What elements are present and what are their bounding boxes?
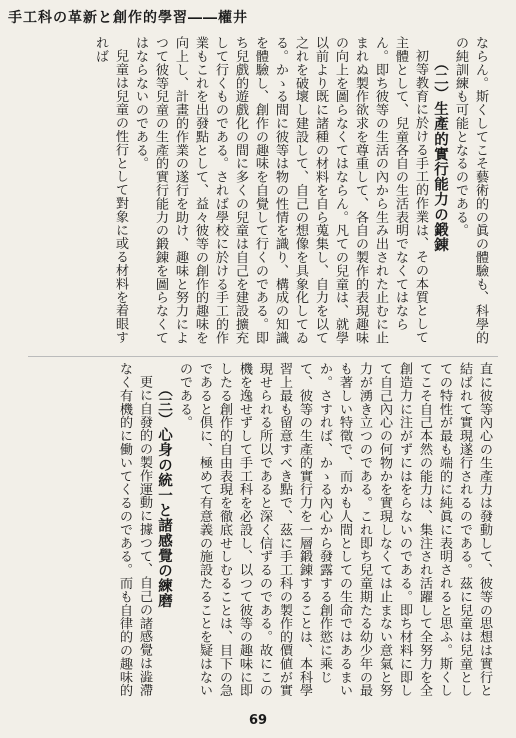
running-header-title: 手工科の革新と創作的學習――權井 (8, 10, 248, 26)
lower-text-block (22, 362, 494, 700)
lower-paragraph-1: 直に彼等內心の生產力は發動して、彼等の思想は實行と結ばれて實現遂行されるのである。茲に兒童は兒童としての特性が最も端的に純眞に表明されると思ふ。斯くしてこそ自己本然の能力は、集注され活躍して全努力を全創造力に注がずにはをらないのである。即ち材料に即して自己內心の何物かを實現しなくては止まない意氣と努力が湧き立つのである。これ即ち兒童期たる幼少年の最も著しい特徵で、而かも人間としての生命ではあるまいか。さすれば、かゝる內心から發露する創作慾に乘じて、彼等の生產的實行力を一層鍛錬することは、本科學習上最も留意すべき點で、茲に手工科の製作的價値が實現せられる所以であると深く信ずるのである。故にこの機を逸せずして手工科を必設し、以つて彼等の趣味に即したる創作的自由表現を徹底せしむることは、目下の急であると倶に、極めて有意義の施設たることを疑はないのである。 (177, 362, 492, 697)
upper-paragraph-3: 兒童は兒童の性行として對象に或る材料を着眼すれば (93, 36, 128, 344)
section-heading-3: （三）心身の統一と諸感覺の練磨 (156, 382, 173, 609)
section-heading-2: （二）生產的實行能力の鍛錬 (432, 56, 449, 253)
upper-paragraph-1: ならん。斯くしてこそ藝術的の眞の體驗も、科學的の純訓練も可能となるのである。 (453, 36, 488, 345)
column-divider (28, 356, 498, 357)
upper-paragraph-2: 初等教育に於ける手工的作業は、その本質として主體として、兒童各自の生活表明でなくてはならん。即ち彼等の生活の內から生み出された止むに止まれぬ製作欲求を尊重して、各自の製作的表現趣味の向上を圖らなくてはならん。凡ての兒童は、就學以前より既に諸種の材料を自ら蒐集し、自力を以て之れを破壞し建設して、自己の想像を具象化してゐる。かゝる間に彼等は物の性情を識り、構成の知識を體驗し、創作の趣味を自覺して行くのである。即ち兒戲的遊戲化の間に多くの兒童は自己を建設擴充して行くものである。されば學校に於ける手工的作業もこれを出發點として、益々彼等の創作的趣味を向上し、計畫的作業の遂行を助け、趣味と努力によつて彼等兒童の生產的實行能力の鍛錬を圖らなくてはならないのである。 (133, 36, 428, 345)
lower-paragraph-2: 更に自發的の製作運動に據つて、自己の諸感覺は澁滯なく有機的に働いてくるのである。而も自律的の趣味的 (117, 362, 152, 697)
upper-text-block (22, 36, 490, 348)
page-number: 69 (248, 713, 268, 728)
running-header (8, 4, 508, 30)
